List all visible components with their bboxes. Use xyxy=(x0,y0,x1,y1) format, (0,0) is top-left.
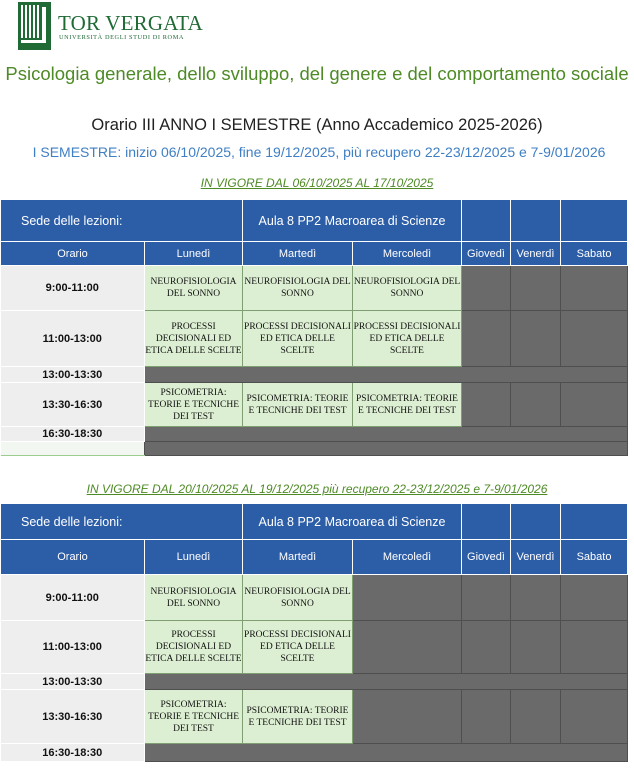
lesson-cell: PROCESSI DECISIONALI ED ETICA DELLE SCELTE xyxy=(243,621,353,674)
table-spacer-row xyxy=(1,442,628,456)
empty-slot xyxy=(561,266,628,311)
header-blank xyxy=(462,504,511,540)
column-header-mercoledi: Mercoledì xyxy=(353,242,462,266)
time-slot: 9:00-11:00 xyxy=(1,266,145,311)
time-slot: 11:00-13:00 xyxy=(1,621,145,674)
sede-value: Aula 8 PP2 Macroarea di Scienze xyxy=(243,200,462,242)
column-header-sabato: Sabato xyxy=(561,242,628,266)
empty-slot xyxy=(511,621,561,674)
empty-slot xyxy=(462,266,511,311)
sede-label: Sede delle lezioni: xyxy=(1,504,243,540)
empty-slot xyxy=(145,744,628,762)
lesson-cell: PSICOMETRIA: TEORIE E TECNICHE DEI TEST xyxy=(145,383,243,427)
empty-slot xyxy=(145,427,628,442)
header-blank xyxy=(511,200,561,242)
empty-slot xyxy=(353,690,462,744)
lunch-break xyxy=(145,367,628,383)
lesson-cell: NEUROFISIOLOGIA DEL SONNO xyxy=(243,575,353,621)
schedule-table-1 xyxy=(0,199,628,456)
time-slot: 11:00-13:00 xyxy=(1,311,145,367)
table-row xyxy=(1,383,628,427)
column-header-venerdi: Venerdì xyxy=(511,540,561,575)
empty-slot xyxy=(462,311,511,367)
empty-slot xyxy=(511,575,561,621)
empty-slot xyxy=(561,690,628,744)
column-header-mercoledi: Mercoledì xyxy=(353,540,462,575)
schedule-title: Orario III ANNO I SEMESTRE (Anno Accademico 2025-2026) xyxy=(91,116,543,134)
logo-subtitle: UNIVERSITÀ DEGLI STUDI DI ROMA xyxy=(59,34,185,41)
time-slot: 16:30-18:30 xyxy=(1,427,145,442)
semester-info: I SEMESTRE: inizio 06/10/2025, fine 19/12/2025, più recupero 22-23/12/2025 e 7-9/01/2026 xyxy=(32,144,606,160)
table-row xyxy=(1,311,628,367)
time-slot: 13:00-13:30 xyxy=(1,367,145,383)
lesson-cell: PROCESSI DECISIONALI ED ETICA DELLE SCELTE xyxy=(145,621,243,674)
university-logo xyxy=(18,2,218,50)
lesson-cell: PROCESSI DECISIONALI ED ETICA DELLE SCELTE xyxy=(353,311,462,367)
validity-period-2 xyxy=(0,482,634,496)
validity-period-1 xyxy=(0,176,634,190)
lesson-cell: PSICOMETRIA: TEORIE E TECNICHE DEI TEST xyxy=(243,690,353,744)
table-row xyxy=(1,266,628,311)
lesson-cell: NEUROFISIOLOGIA DEL SONNO xyxy=(353,266,462,311)
lesson-cell: NEUROFISIOLOGIA DEL SONNO xyxy=(243,266,353,311)
lunch-break xyxy=(145,674,628,690)
table-row xyxy=(1,621,628,674)
column-header-orario: Orario xyxy=(1,540,145,575)
header-blank xyxy=(462,200,511,242)
empty-slot xyxy=(561,383,628,427)
tor-vergata-logo-icon xyxy=(18,2,51,50)
sede-label: Sede delle lezioni: xyxy=(1,200,243,242)
empty-slot xyxy=(462,621,511,674)
column-header-lunedi: Lunedì xyxy=(145,242,243,266)
empty-slot xyxy=(145,442,628,456)
empty-slot xyxy=(511,383,561,427)
lesson-cell: PSICOMETRIA: TEORIE E TECNICHE DEI TEST xyxy=(243,383,353,427)
column-header-martedi: Martedì xyxy=(243,242,353,266)
empty-slot xyxy=(462,690,511,744)
table-row xyxy=(1,744,628,762)
column-header-giovedi: Giovedì xyxy=(462,540,511,575)
table-row xyxy=(1,674,628,690)
validity-period-2-text: IN VIGORE DAL 20/10/2025 AL 19/12/2025 più recupero 22-23/12/2025 e 7-9/01/2026 xyxy=(86,482,548,496)
header-blank xyxy=(561,200,628,242)
table-row xyxy=(1,367,628,383)
empty-slot xyxy=(511,266,561,311)
empty-slot xyxy=(511,311,561,367)
column-header-giovedi: Giovedì xyxy=(462,242,511,266)
time-slot: 13:30-16:30 xyxy=(1,383,145,427)
empty-slot xyxy=(353,621,462,674)
time-slot: 9:00-11:00 xyxy=(1,575,145,621)
table-row xyxy=(1,427,628,442)
column-header-lunedi: Lunedì xyxy=(145,540,243,575)
lesson-cell: PROCESSI DECISIONALI ED ETICA DELLE SCELTE xyxy=(145,311,243,367)
course-title: Psicologia generale, dello sviluppo, del genere e del comportamento sociale xyxy=(5,63,629,84)
lesson-cell: PSICOMETRIA: TEORIE E TECNICHE DEI TEST xyxy=(145,690,243,744)
empty-slot xyxy=(462,575,511,621)
column-header-venerdi: Venerdì xyxy=(511,242,561,266)
time-slot: 13:30-16:30 xyxy=(1,690,145,744)
validity-period-1-text: IN VIGORE DAL 06/10/2025 AL 17/10/2025 xyxy=(200,176,434,190)
lesson-cell: NEUROFISIOLOGIA DEL SONNO xyxy=(145,575,243,621)
empty-slot xyxy=(353,575,462,621)
empty-slot xyxy=(511,690,561,744)
column-header-sabato: Sabato xyxy=(561,540,628,575)
lesson-cell: PROCESSI DECISIONALI ED ETICA DELLE SCELTE xyxy=(243,311,353,367)
logo-title: TOR VERGATA xyxy=(58,11,204,35)
empty-slot xyxy=(561,621,628,674)
spacer-cell xyxy=(1,442,145,456)
time-slot: 16:30-18:30 xyxy=(1,744,145,762)
lesson-cell: PSICOMETRIA: TEORIE E TECNICHE DEI TEST xyxy=(353,383,462,427)
header-blank xyxy=(511,504,561,540)
time-slot: 13:00-13:30 xyxy=(1,674,145,690)
header-blank xyxy=(561,504,628,540)
column-header-martedi: Martedì xyxy=(243,540,353,575)
table-row xyxy=(1,575,628,621)
column-header-orario: Orario xyxy=(1,242,145,266)
empty-slot xyxy=(561,311,628,367)
schedule-table-2 xyxy=(0,503,628,762)
sede-value: Aula 8 PP2 Macroarea di Scienze xyxy=(243,504,462,540)
empty-slot xyxy=(561,575,628,621)
empty-slot xyxy=(462,383,511,427)
table-row xyxy=(1,690,628,744)
lesson-cell: NEUROFISIOLOGIA DEL SONNO xyxy=(145,266,243,311)
